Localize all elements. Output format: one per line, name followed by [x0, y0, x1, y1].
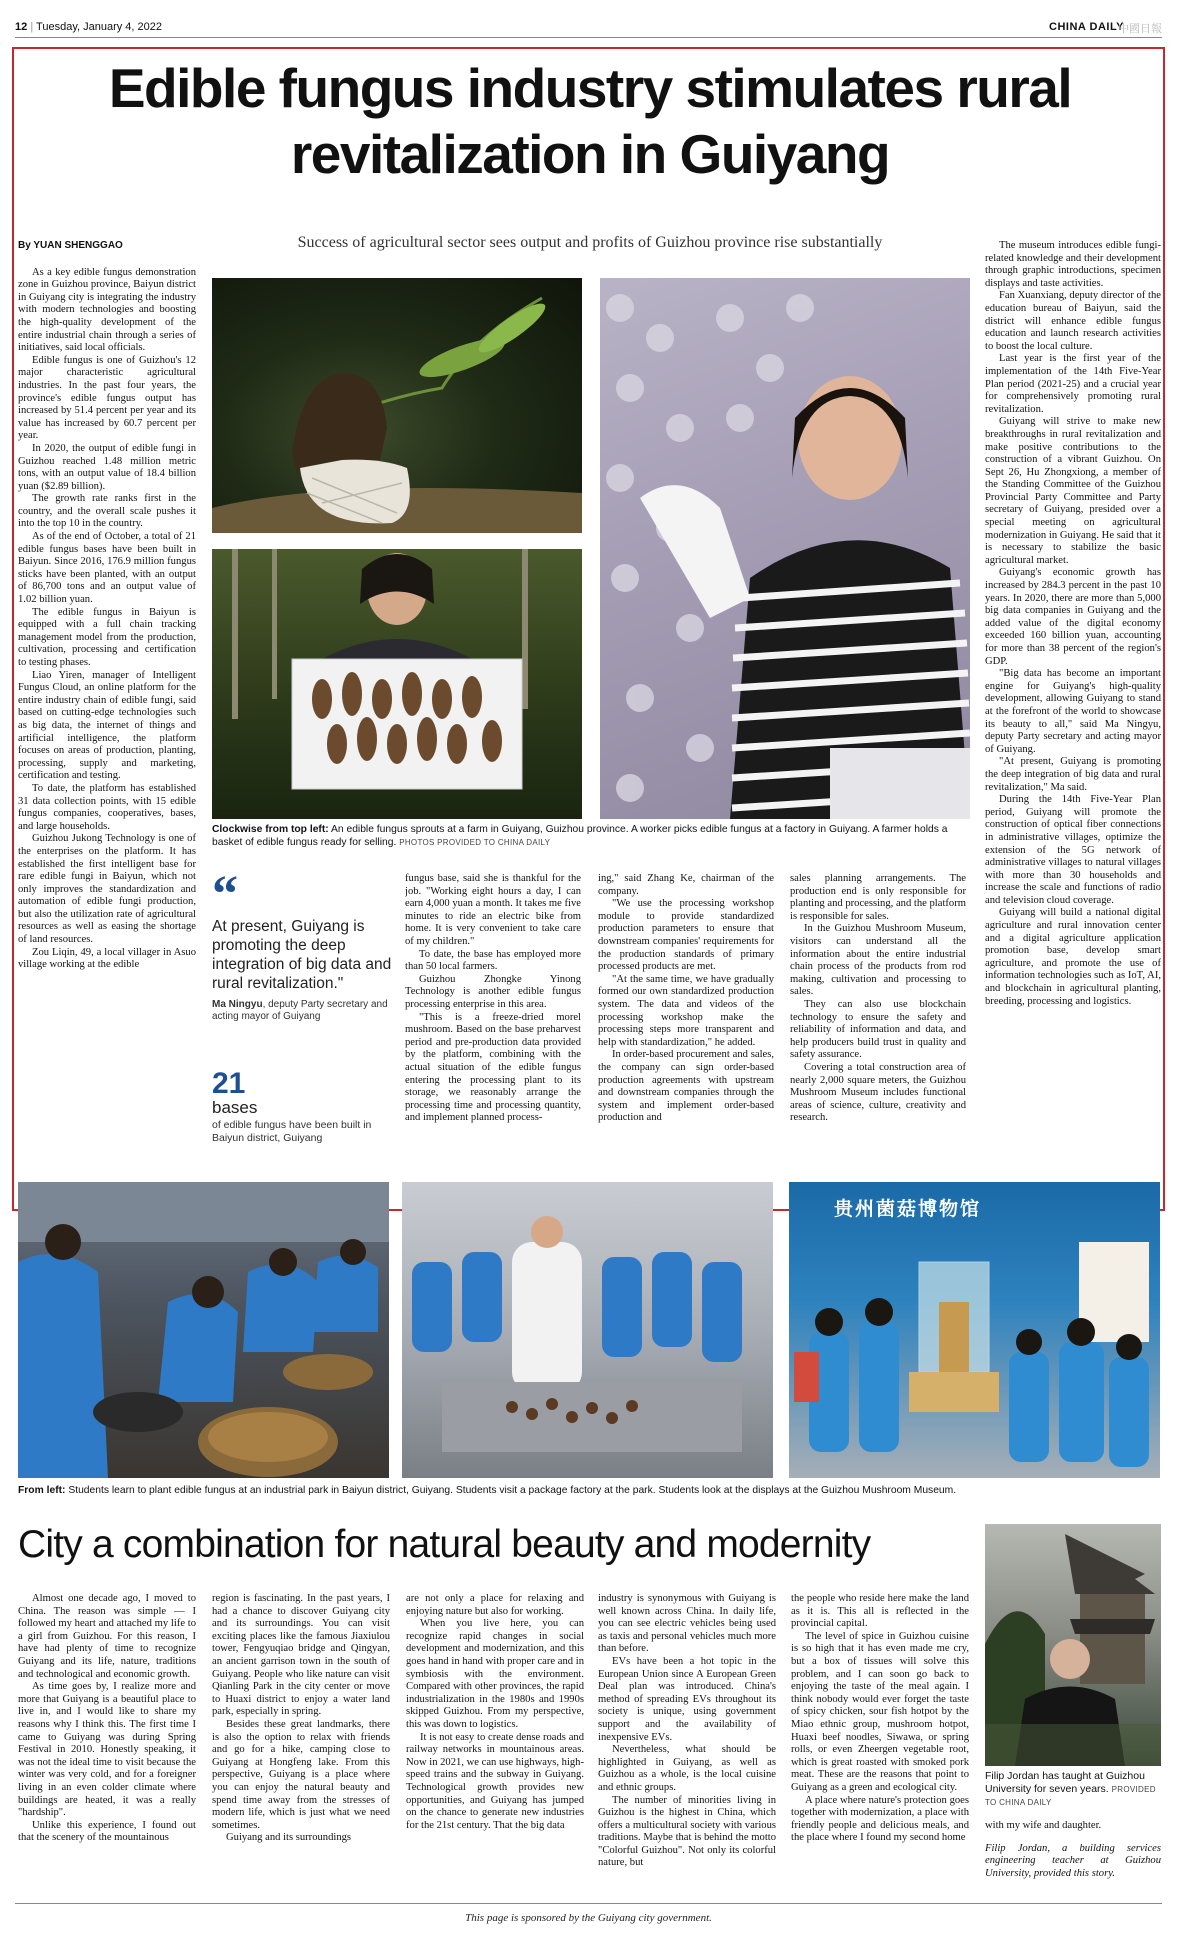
paragraph: Almost one decade ago, I moved to China. The reason was simple — I followed my heart and attached my life to a girl from Guizhou. For this reason, I have had plenty of time to recognize Guiyang and its life, nature, traditions and technological and economic growth. — [18, 1593, 196, 1680]
second-column-3 — [406, 1593, 584, 1896]
caption-text: An edible fungus sprouts at a farm in Guiyang, Guizhou province. A worker picks edible fungus at a factory in Guiyang. A farmer holds a basket of edible fungus ready for selling. — [212, 824, 948, 848]
paragraph: In the Guizhou Mushroom Museum, visitors can understand all the information about the entire industrial chain process of the products from rod making, cultivation and processing to sales. — [790, 923, 966, 998]
paragraph: Besides these great landmarks, there is also the option to relax with friends and go for a hike, camping close to Guiyang at Hongfeng lake. From this perspective, Guiyang is a place where you can enjoy the natural beauty and spend time away from the stresses of modern life, which is just what we need sometimes. — [212, 1718, 390, 1831]
photo-credit: PROVIDED TO CHINA DAILY — [985, 1785, 1156, 1807]
stat-number: 21 — [212, 1067, 246, 1100]
paragraph: The museum introduces edible fungi-related knowledge and their development through graphic introductions, specimen displays and taste activities. — [985, 240, 1161, 289]
caption-text: Students learn to plant edible fungus at an industrial park in Baiyun district, Guiyang. Students visit a package factory at the park. Students look at the displays at the Guizhou Mushroom Museum. — [65, 1485, 957, 1496]
paragraph: ing," said Zhang Ke, chairman of the company. — [598, 873, 774, 897]
quote-mark-icon: “ — [212, 866, 238, 923]
paragraph: To date, the platform has established 31 data collection points, with 15 edible fungus companies, cooperatives, bases, and large households. — [18, 782, 196, 832]
author-photo-illustration — [985, 1524, 1161, 1766]
paragraph: As of the end of October, a total of 21 edible fungus bases have been built in Baiyun. Since 2016, 176.9 million fungus sticks have been planted, with an output of 86,700 tons and an output value of 1.02 billion yuan. — [18, 531, 196, 606]
second-column-6 — [985, 1820, 1161, 1900]
paragraph: "We use the processing workshop module to provide standardized production parameters to ensure that downstream companies' requirements for the production standards of primary processed products are met. — [598, 898, 774, 973]
feature-column-4 — [790, 873, 966, 1175]
paragraph: In order-based procurement and sales, the company can sign order-based production agreements with upstream and downstream companies through the system and implement order-based production and — [598, 1049, 774, 1124]
paragraph: Nevertheless, what should be highlighted in Guiyang, as well as Guizhou as a whole, is the local cuisine and ethnic groups. — [598, 1744, 776, 1793]
paragraph: fungus base, said she is thankful for the job. "Working eight hours a day, I can earn 4,000 yuan a month. It takes me five minutes to ride an electric bike from home. It is very convenient to take care of my children." — [405, 873, 581, 947]
paragraph: Unlike this experience, I found out that the scenery of the mountainous — [18, 1819, 196, 1844]
photo-fungus-sprout — [212, 278, 582, 533]
students-museum-illustration — [789, 1182, 1160, 1478]
paragraph: Guiyang and its surroundings — [226, 1832, 352, 1844]
photo-students-planting — [18, 1182, 389, 1478]
paragraph: The number of minorities living in Guizhou is the highest in China, which offers a multicultural society with various traditions. Maybe that is behind the motto "Colorful Guizhou". Not only its colorful nature, but — [598, 1794, 776, 1869]
bottom-photo-caption — [18, 1484, 1158, 1497]
quote-attribution-title: , deputy Party secretary and acting mayor of Guiyang — [212, 999, 388, 1022]
paragraph: Edible fungus is one of Guizhou's 12 major characteristic agricultural industries. In the past four years, the province's edible fungus output has increased by 51.4 percent per year and its value has increased by 60.7 percent per year. — [18, 354, 196, 442]
second-column-5 — [791, 1593, 969, 1896]
masthead: CHINA DAILY — [1049, 21, 1124, 33]
paragraph: "Big data has become an important engine for Guiyang's high-quality development, allowing Guiyang to stand at the forefront of the world to showcase its beauty to all," said Ma Ningyu, deputy Party secretary and acting mayor of Guiyang. — [985, 668, 1161, 755]
paragraph: Guiyang will build a national digital agriculture and rural innovation center and a digital agriculture application promotion base, develop smart agriculture, and promote the use of information technologies such as IoT, AI, and blockchain in agricultural planting, breeding, processing and logistics. — [985, 907, 1161, 1007]
paragraph: Zou Liqin, 49, a local villager in Asuo village working at the edible — [18, 946, 196, 971]
paragraph: The level of spice in Guizhou cuisine is so high that it has even made me cry, but a box of tissues will solve this problem, and I can soon go back to enjoying the taste of the meal again. I think nobody would ever forget the taste of spicy chicken, sour fish hotpot by the Miao ethnic group, mushroom hotpot, Huaxi beef noodles, Siwawa, or spring rolls, or even Zheergen vegetable root, which is great roasted with smoked pork meat. These are the reasons that point to Guiyang as a green and ecological city. — [791, 1630, 969, 1793]
paragraph: Guiyang's economic growth has increased by 284.3 percent in the past 10 years. In 2020, there are more than 5,000 big data companies in Guiyang and the added value of the digital economy exceeded 160 billion yuan, accounting for more than 38 percent of the region's GDP. — [985, 567, 1161, 667]
fungus-sprout-illustration — [212, 278, 582, 533]
feature-headline: Edible fungus industry stimulates rural revitalization in Guiyang — [108, 57, 1072, 185]
museum-sign: 贵州菌菇博物馆 — [834, 1198, 982, 1220]
feature-column-3 — [598, 873, 774, 1175]
sponsor-line: This page is sponsored by the Guiyang city government. — [465, 1912, 712, 1924]
paragraph: As time goes by, I realize more and more that Guiyang is a beautiful place to live in, and I would like to share my reasons why I think this. The first time I came to Guiyang was during Spring Festival in 2010. Honestly speaking, it was not the ideal time to visit because the winter was very cold, and for a foreigner living in an even colder climate where buildings are heated, it was a really "hardship". — [18, 1681, 196, 1819]
paragraph: It is not easy to create dense roads and railway networks in mountainous areas. Now in 2021, we can use highways, high-speed trains and the subway in Guiyang. Technological growth provides new opportunities, and Guiyang has jumped on the chance to generate new industries for the 21st century. That the big data — [406, 1731, 584, 1831]
paragraph: A place where nature's protection goes together with modernization, a place with friendly people and delicious meals, and the place where I found my second home — [791, 1794, 969, 1844]
paragraph: Last year is the first year of the implementation of the 14th Five-Year Plan period (2021-25) and a crucial year for comprehensively promoting rural revitalization. — [985, 353, 1161, 415]
issue-date: Tuesday, January 4, 2022 — [36, 21, 162, 33]
paragraph: To date, the base has employed more than 50 local farmers. — [405, 948, 581, 973]
students-factory-illustration — [402, 1182, 773, 1478]
photo-author — [985, 1524, 1161, 1766]
quote-attribution-name: Ma Ningyu — [212, 999, 263, 1010]
author-photo-caption — [985, 1770, 1161, 1809]
photo-credit: PHOTOS PROVIDED TO CHINA DAILY — [399, 838, 551, 847]
paragraph: In 2020, the output of edible fungi in Guizhou reached 1.48 million metric tons, with an output value of 18.4 billion yuan ($2.89 billion). — [18, 442, 196, 492]
second-story-headline: City a combination for natural beauty and modernity — [18, 1523, 871, 1566]
paragraph: sales planning arrangements. The production end is only responsible for planting and processing, and the platform is responsible for sales. — [790, 873, 966, 922]
photo-students-museum — [789, 1182, 1160, 1478]
page-footer — [15, 1903, 1162, 1926]
paragraph: "This is a freeze-dried morel mushroom. Based on the base preharvest period and pre-production data provided by the platform, combining with the actual situation of the edible fungus entering the processing plant to its storage, we reasonably arrange the processing time and processing quantity, and implement planned process- — [405, 1011, 581, 1124]
worker-factory-illustration — [600, 278, 970, 819]
second-column-4 — [598, 1593, 776, 1896]
stat-description: of edible fungus have been built in Baiyun district, Guiyang — [212, 1119, 372, 1144]
paragraph: EVs have been a hot topic in the European Union since A European Green Deal plan was introduced. China's method of spreading EVs throughout its society is unique, using government support and the availability of inexpensive EVs. — [598, 1655, 776, 1743]
photo-students-factory — [402, 1182, 773, 1478]
feature-column-5 — [985, 240, 1161, 1175]
feature-column-2 — [405, 873, 581, 1175]
paragraph: industry is synonymous with Guiyang is well known across China. In daily life, you can see electric vehicles being used as taxis and personal vehicles much more than before. — [598, 1593, 776, 1655]
paragraph: The edible fungus in Baiyun is equipped with a full chain tracking management model from the production, cultivation, processing and certification to testing phases. — [18, 606, 196, 668]
quote-text: At present, Guiyang is promoting the deep integration of big data and rural revitalization." — [212, 918, 392, 992]
stat-box — [212, 1067, 397, 1145]
pull-quote — [212, 866, 397, 1023]
paragraph: During the 14th Five-Year Plan period, Guiyang will promote the construction of optical fiber connections in administrative villages, optimize the extension of the 5G network of administrative villages to natural villages with more than 30 households and increase the scale and functions of radio and television cloud coverage. — [985, 794, 1161, 906]
paragraph: region is fascinating. In the past years, I had a chance to discover Guiyang city and its surroundings. You can visit exciting places like the famous Jiaxiulou tower, Fengyuqiao bridge and Qingyan, an ancient garrison town in the south of Guiyang. People who like nature can visit Qianling Park in the city center or move to Huaxi district to enjoy a water land park, especially in spring. — [212, 1593, 390, 1718]
masthead-cn: 中國日報 — [1118, 22, 1162, 35]
feature-column-1 — [18, 240, 196, 1175]
caption-lead: Clockwise from top left: — [212, 824, 329, 835]
paragraph: The growth rate ranks first in the country, and the overall scale pushes it into the top 10 in the country. — [18, 493, 196, 530]
paragraph: are not only a place for relaxing and enjoying nature but also for working. — [406, 1593, 584, 1617]
farmer-basket-illustration — [212, 549, 582, 819]
photo-farmer-basket — [212, 549, 582, 819]
paragraph: "At the same time, we have gradually formed our own standardized production system. The data and videos of the processing workshop make the processing steps more transparent and help with standardization," he added. — [598, 973, 774, 1048]
page-header: 12 | Tuesday, January 4, 2022 CHINA DAILY 中國日報 — [15, 18, 1162, 38]
second-column-2 — [212, 1593, 390, 1896]
author-note: Filip Jordan, a building services engineering teacher at Guizhou University, provided this story. — [985, 1842, 1161, 1879]
quote-attribution — [212, 999, 397, 1023]
paragraph: with my wife and daughter. — [985, 1820, 1102, 1831]
feature-subhead: Success of agricultural sector sees output and profits of Guizhou province rise substantially — [297, 234, 883, 251]
paragraph: Guizhou Jukong Technology is one of the enterprises on the platform. It has established the first intelligent base for rare edible fungi in Baiyun, which not only improves the standardization and automation of edible fungi production, but also the utilization rate of agricultural resources as well as easing the shortage of land resources. — [18, 833, 196, 946]
paragraph: Covering a total construction area of nearly 2,000 square meters, the Guizhou Mushroom Museum includes functional areas of science, culture, creativity and research. — [790, 1061, 966, 1124]
students-planting-illustration — [18, 1182, 389, 1478]
page-number: 12 — [15, 21, 28, 33]
paragraph: They can also use blockchain technology to ensure the safety and reliability of information and data, and help producers build trust in quality and safety assurance. — [790, 998, 966, 1061]
paragraph: When you live here, you can recognize rapid changes in social development and modernization, and this goes hand in hand with proper care and in symbiosis with the environment. Compared with other provinces, the rapid industrialization in the 1980s and 1990s skipped Guizhou. From my perspective, this was down to logistics. — [406, 1618, 584, 1730]
paragraph: "At present, Guiyang is promoting the deep integration of big data and rural revitalization," Ma said. — [985, 756, 1161, 793]
paragraph: Guiyang will strive to make new breakthroughs in rural revitalization and make positive contributions to the construction of a vibrant Guizhou. On Sept 26, Hu Zhongxiong, a member of the Standing Committee of the Guizhou Provincial Party Committee and Party secretary of Guiyang, presided over a special meeting on agricultural modernization in Guiyang. He said that it is necessary to stabilize the basic agricultural market. — [985, 416, 1161, 566]
caption-lead: From left: — [18, 1485, 66, 1496]
stat-unit: bases — [212, 1098, 258, 1117]
paragraph: Liao Yiren, manager of Intelligent Fungus Cloud, an online platform for the entire industry chain of edible fungi, said based on cutting-edge technologies such as big data, the internet of things and artificial intelligence, the platform focuses on areas of production, planting, processing, supply and marketing, certification and testing. — [18, 669, 196, 782]
paragraph: As a key edible fungus demonstration zone in Guizhou province, Baiyun district in Guiyang city is integrating the industry with modern technologies and boosting the high-quality development of the entire industrial chain through a series of initiatives, said local officials. — [18, 266, 196, 354]
second-column-1 — [18, 1593, 196, 1896]
paragraph: the people who reside here make the land as it is. This all is reflected in the provincial capital. — [791, 1593, 969, 1630]
caption-text: Filip Jordan has taught at Guizhou University for seven years. — [985, 1770, 1145, 1795]
paragraph: Fan Xuanxiang, deputy director of the education bureau of Baiyun, said the district will enhance edible fungus education and launch research activities to boost the local culture. — [985, 290, 1161, 352]
photo-worker-factory — [600, 278, 970, 819]
top-photo-caption — [212, 823, 972, 849]
byline: By YUAN SHENGGAO — [18, 240, 123, 251]
paragraph: Guizhou Zhongke Yinong Technology is another edible fungus processing enterprise in this area. — [405, 973, 581, 1010]
